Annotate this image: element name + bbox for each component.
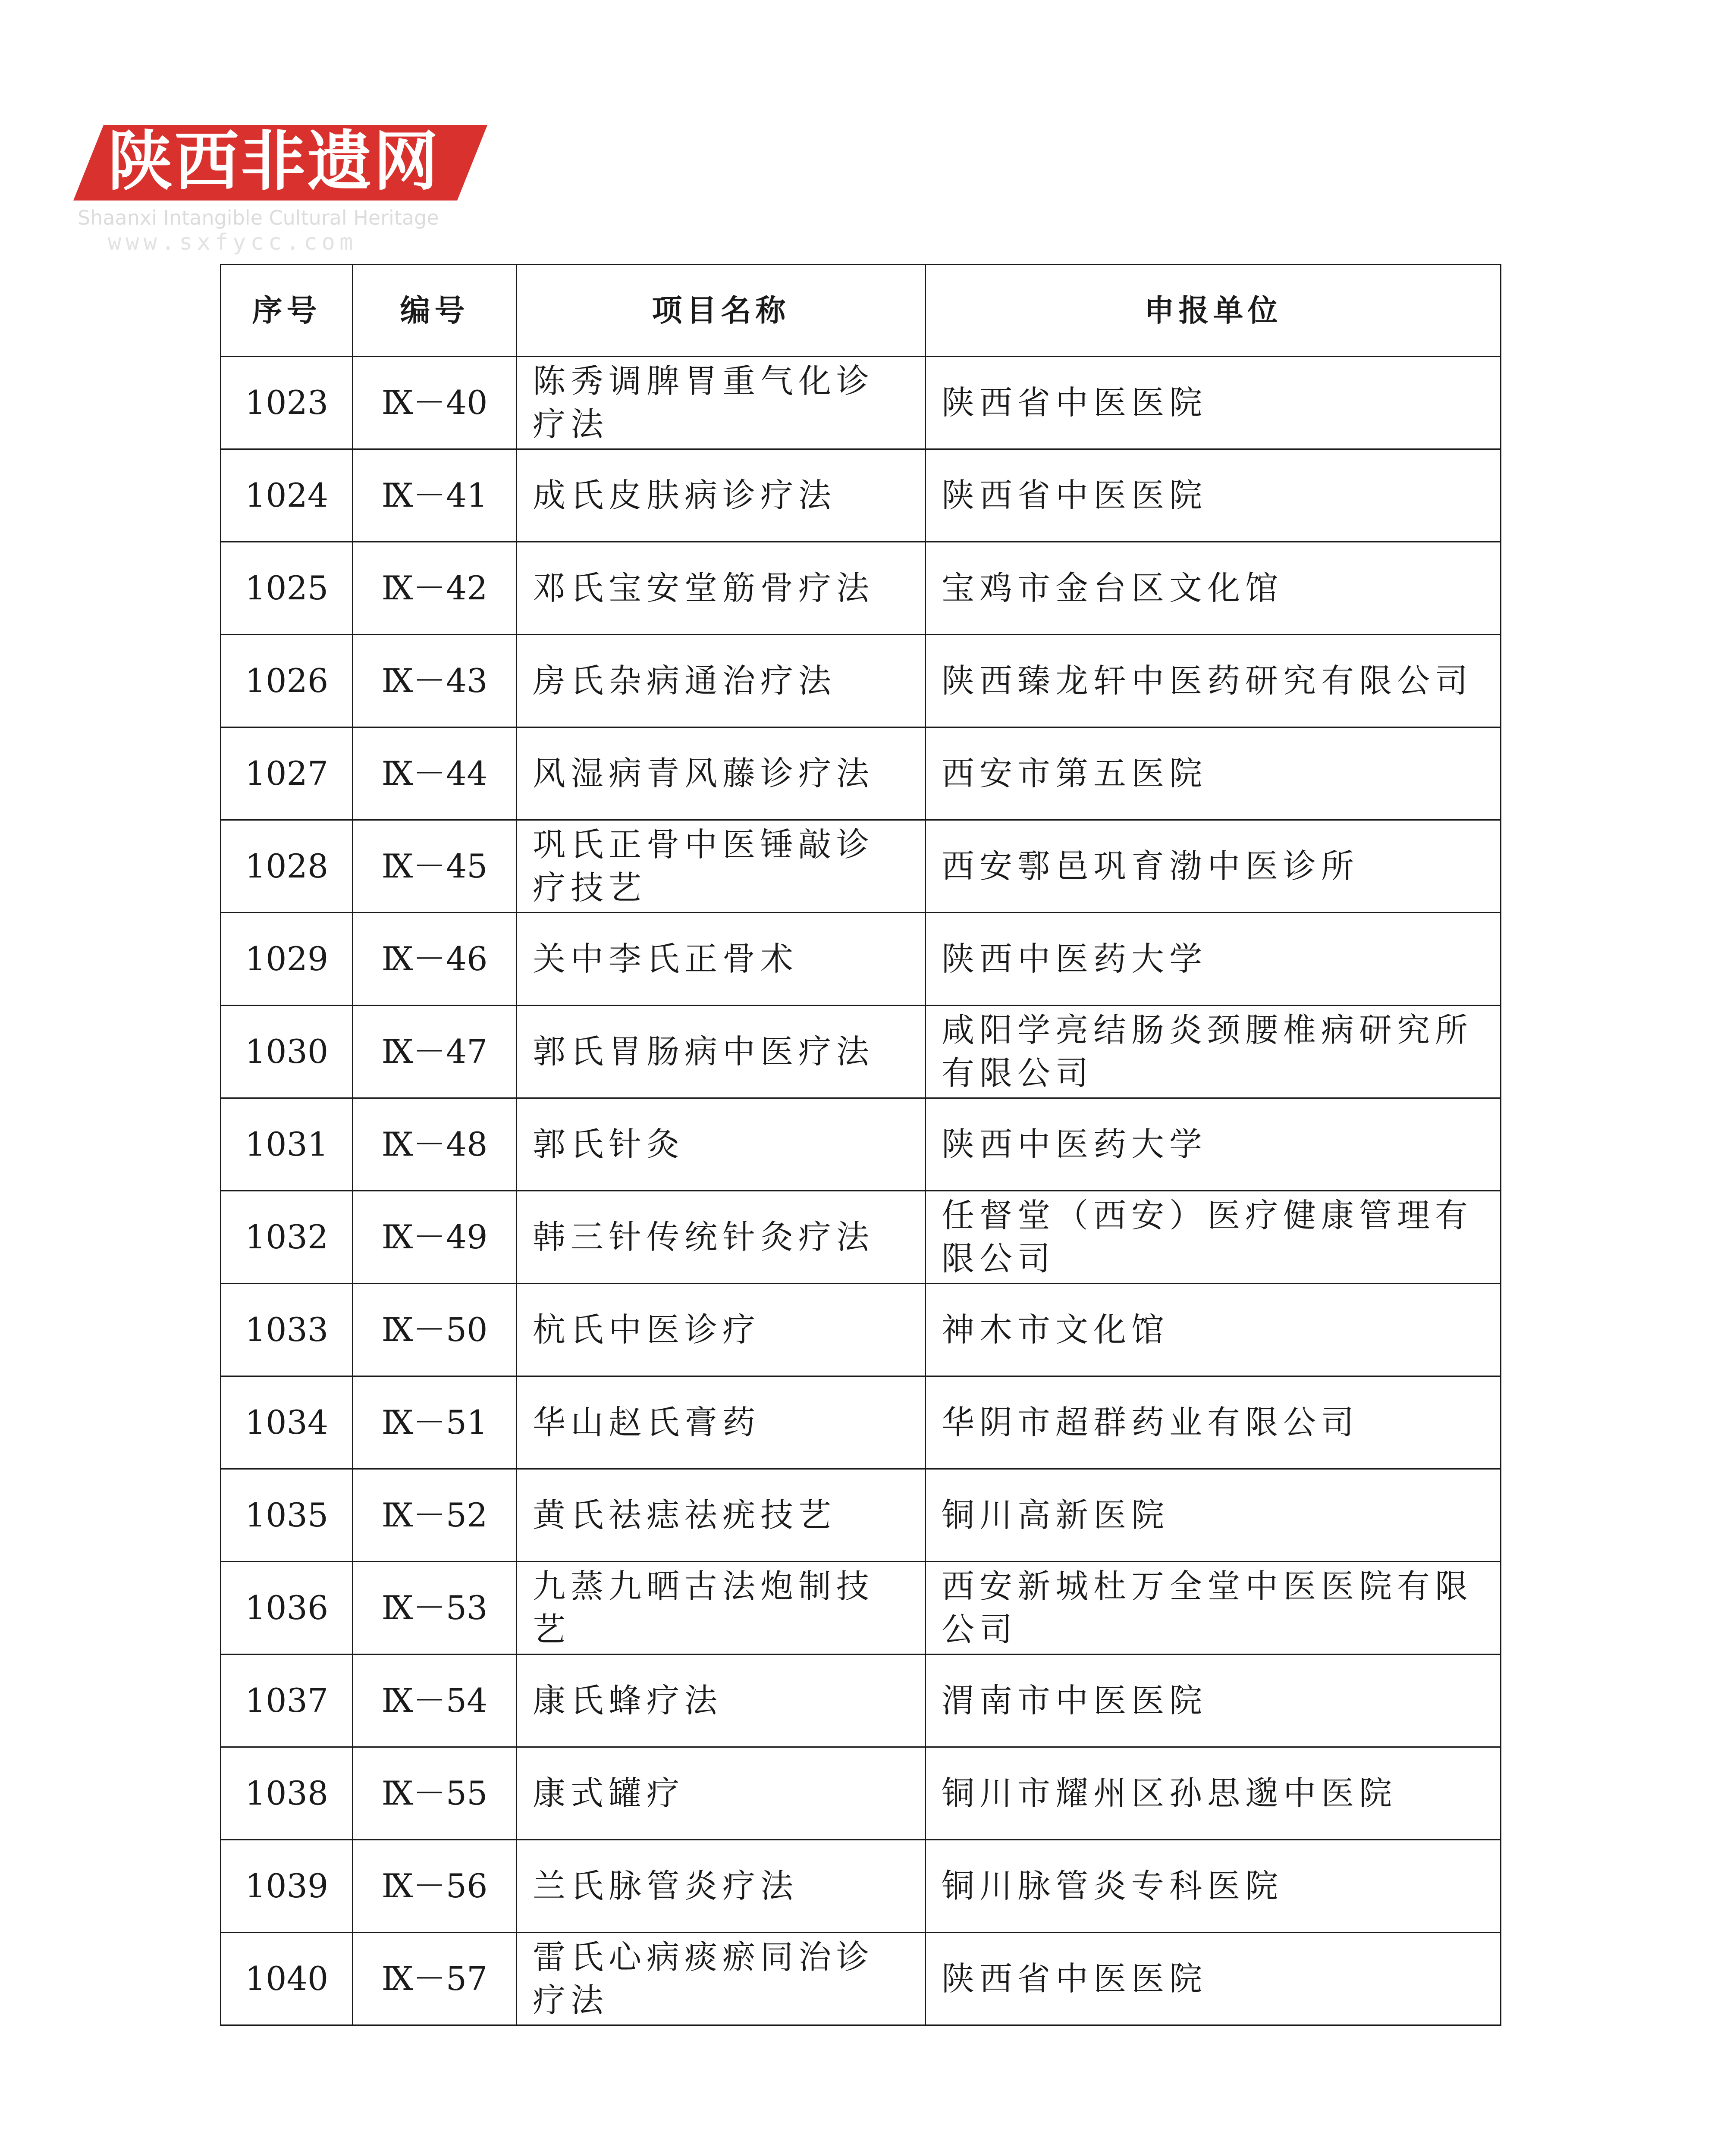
cell-code: Ⅸ－48 xyxy=(353,1098,517,1191)
column-header-code: 编号 xyxy=(353,265,517,357)
cell-code: Ⅸ－43 xyxy=(353,635,517,727)
cell-project-name: 郭氏针灸 xyxy=(517,1098,926,1191)
cell-applicant-unit: 咸阳学亮结肠炎颈腰椎病研究所有限公司 xyxy=(926,1006,1501,1098)
cell-project-name: 韩三针传统针灸疗法 xyxy=(517,1191,926,1284)
cell-project-name: 黄氏祛痣祛疣技艺 xyxy=(517,1469,926,1562)
column-header-unit: 申报单位 xyxy=(926,265,1501,357)
logo-subtitle: Shaanxi Intangible Cultural Heritage xyxy=(78,206,439,229)
cell-applicant-unit: 陕西臻龙轩中医药研究有限公司 xyxy=(926,635,1501,727)
table-header-row xyxy=(221,265,1501,357)
cell-code: Ⅸ－52 xyxy=(353,1469,517,1562)
cell-project-name: 杭氏中医诊疗 xyxy=(517,1284,926,1376)
cell-code: Ⅸ－42 xyxy=(353,542,517,635)
cell-project-name: 房氏杂病通治疗法 xyxy=(517,635,926,727)
cell-code: Ⅸ－53 xyxy=(353,1562,517,1655)
table-row xyxy=(221,1191,1501,1284)
table-row xyxy=(221,635,1501,727)
cell-seq: 1026 xyxy=(221,635,353,727)
cell-applicant-unit: 铜川高新医院 xyxy=(926,1469,1501,1562)
cell-code: Ⅸ－54 xyxy=(353,1655,517,1747)
table-row xyxy=(221,1747,1501,1840)
heritage-project-table xyxy=(220,264,1501,2026)
cell-seq: 1023 xyxy=(221,357,353,449)
cell-seq: 1037 xyxy=(221,1655,353,1747)
table-row xyxy=(221,357,1501,449)
table-row xyxy=(221,1562,1501,1655)
cell-project-name: 雷氏心病痰瘀同治诊疗法 xyxy=(517,1933,926,2025)
cell-project-name: 九蒸九晒古法炮制技艺 xyxy=(517,1562,926,1655)
cell-code: Ⅸ－55 xyxy=(353,1747,517,1840)
cell-seq: 1028 xyxy=(221,820,353,913)
cell-applicant-unit: 铜川市耀州区孙思邈中医院 xyxy=(926,1747,1501,1840)
cell-applicant-unit: 陕西省中医医院 xyxy=(926,1933,1501,2025)
cell-seq: 1027 xyxy=(221,727,353,820)
cell-code: Ⅸ－46 xyxy=(353,913,517,1006)
cell-seq: 1031 xyxy=(221,1098,353,1191)
cell-code: Ⅸ－50 xyxy=(353,1284,517,1376)
cell-applicant-unit: 华阴市超群药业有限公司 xyxy=(926,1376,1501,1469)
cell-code: Ⅸ－44 xyxy=(353,727,517,820)
cell-applicant-unit: 西安市第五医院 xyxy=(926,727,1501,820)
cell-project-name: 巩氏正骨中医锤敲诊疗技艺 xyxy=(517,820,926,913)
cell-seq: 1040 xyxy=(221,1933,353,2025)
cell-applicant-unit: 陕西省中医医院 xyxy=(926,357,1501,449)
column-header-name: 项目名称 xyxy=(517,265,926,357)
cell-project-name: 陈秀调脾胃重气化诊疗法 xyxy=(517,357,926,449)
cell-applicant-unit: 西安新城杜万全堂中医医院有限公司 xyxy=(926,1562,1501,1655)
table-row xyxy=(221,1006,1501,1098)
cell-seq: 1029 xyxy=(221,913,353,1006)
site-logo xyxy=(73,116,496,259)
table-row xyxy=(221,1376,1501,1469)
cell-seq: 1033 xyxy=(221,1284,353,1376)
cell-project-name: 华山赵氏膏药 xyxy=(517,1376,926,1469)
table-row xyxy=(221,1933,1501,2025)
table-row xyxy=(221,1655,1501,1747)
cell-code: Ⅸ－45 xyxy=(353,820,517,913)
table-row xyxy=(221,449,1501,542)
cell-project-name: 康式罐疗 xyxy=(517,1747,926,1840)
column-header-seq: 序号 xyxy=(221,265,353,357)
cell-seq: 1039 xyxy=(221,1840,353,1933)
cell-applicant-unit: 宝鸡市金台区文化馆 xyxy=(926,542,1501,635)
cell-seq: 1024 xyxy=(221,449,353,542)
cell-seq: 1025 xyxy=(221,542,353,635)
logo-url: www.sxfycc.com xyxy=(108,229,358,255)
cell-code: Ⅸ－40 xyxy=(353,357,517,449)
table-row xyxy=(221,1284,1501,1376)
cell-applicant-unit: 陕西中医药大学 xyxy=(926,1098,1501,1191)
table-row xyxy=(221,913,1501,1006)
cell-seq: 1034 xyxy=(221,1376,353,1469)
cell-project-name: 关中李氏正骨术 xyxy=(517,913,926,1006)
cell-code: Ⅸ－51 xyxy=(353,1376,517,1469)
cell-applicant-unit: 西安鄠邑巩育渤中医诊所 xyxy=(926,820,1501,913)
cell-seq: 1035 xyxy=(221,1469,353,1562)
cell-code: Ⅸ－47 xyxy=(353,1006,517,1098)
cell-applicant-unit: 陕西省中医医院 xyxy=(926,449,1501,542)
cell-seq: 1030 xyxy=(221,1006,353,1098)
cell-project-name: 风湿病青风藤诊疗法 xyxy=(517,727,926,820)
cell-applicant-unit: 铜川脉管炎专科医院 xyxy=(926,1840,1501,1933)
cell-applicant-unit: 陕西中医药大学 xyxy=(926,913,1501,1006)
table-row xyxy=(221,1469,1501,1562)
cell-project-name: 邓氏宝安堂筋骨疗法 xyxy=(517,542,926,635)
cell-applicant-unit: 渭南市中医医院 xyxy=(926,1655,1501,1747)
table-row xyxy=(221,820,1501,913)
cell-seq: 1036 xyxy=(221,1562,353,1655)
cell-code: Ⅸ－56 xyxy=(353,1840,517,1933)
cell-project-name: 成氏皮肤病诊疗法 xyxy=(517,449,926,542)
cell-seq: 1032 xyxy=(221,1191,353,1284)
table-row xyxy=(221,1098,1501,1191)
cell-project-name: 兰氏脉管炎疗法 xyxy=(517,1840,926,1933)
cell-applicant-unit: 神木市文化馆 xyxy=(926,1284,1501,1376)
cell-code: Ⅸ－49 xyxy=(353,1191,517,1284)
table-row xyxy=(221,1840,1501,1933)
cell-code: Ⅸ－57 xyxy=(353,1933,517,2025)
cell-seq: 1038 xyxy=(221,1747,353,1840)
cell-applicant-unit: 任督堂（西安）医疗健康管理有限公司 xyxy=(926,1191,1501,1284)
table-row xyxy=(221,727,1501,820)
logo-text: 陕西非遗网 xyxy=(108,124,440,199)
cell-code: Ⅸ－41 xyxy=(353,449,517,542)
cell-project-name: 康氏蜂疗法 xyxy=(517,1655,926,1747)
table-row xyxy=(221,542,1501,635)
cell-project-name: 郭氏胃肠病中医疗法 xyxy=(517,1006,926,1098)
